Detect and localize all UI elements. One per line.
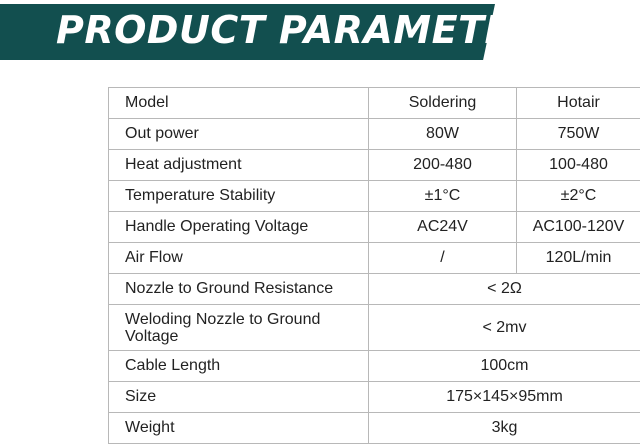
soldering-value: 200-480 bbox=[369, 150, 517, 181]
column-header-model: Model bbox=[109, 88, 369, 119]
page-title: PRODUCT PARAMETERS bbox=[56, 8, 569, 52]
table-row bbox=[109, 351, 640, 382]
column-header-hotair: Hotair bbox=[517, 88, 640, 119]
table-row bbox=[109, 243, 640, 274]
column-header-soldering: Soldering bbox=[369, 88, 517, 119]
table-row bbox=[109, 305, 640, 351]
row-label: Handle Operating Voltage bbox=[109, 212, 369, 243]
soldering-value: AC24V bbox=[369, 212, 517, 243]
table-header-row bbox=[109, 88, 640, 119]
table-row bbox=[109, 382, 640, 413]
merged-value: 100cm bbox=[369, 351, 640, 382]
soldering-value: 80W bbox=[369, 119, 517, 150]
hotair-value: 750W bbox=[517, 119, 640, 150]
row-label: Nozzle to Ground Resistance bbox=[109, 274, 369, 305]
merged-value: 175×145×95mm bbox=[369, 382, 640, 413]
row-label: Weloding Nozzle to Ground Voltage bbox=[109, 305, 369, 351]
merged-value: < 2mv bbox=[369, 305, 640, 351]
table-row bbox=[109, 119, 640, 150]
row-label: Out power bbox=[109, 119, 369, 150]
hotair-value: 120L/min bbox=[517, 243, 640, 274]
table-row bbox=[109, 181, 640, 212]
row-label: Cable Length bbox=[109, 351, 369, 382]
row-label: Temperature Stability bbox=[109, 181, 369, 212]
row-label: Heat adjustment bbox=[109, 150, 369, 181]
hotair-value: 100-480 bbox=[517, 150, 640, 181]
header-banner bbox=[0, 0, 640, 66]
table-row bbox=[109, 212, 640, 243]
hotair-value: ±2°C bbox=[517, 181, 640, 212]
table-row bbox=[109, 150, 640, 181]
merged-value: 3kg bbox=[369, 413, 640, 444]
hotair-value: AC100-120V bbox=[517, 212, 640, 243]
row-label: Weight bbox=[109, 413, 369, 444]
merged-value: < 2Ω bbox=[369, 274, 640, 305]
soldering-value: ±1°C bbox=[369, 181, 517, 212]
table-row bbox=[109, 274, 640, 305]
parameters-table bbox=[108, 87, 640, 444]
row-label: Size bbox=[109, 382, 369, 413]
table-row bbox=[109, 413, 640, 444]
row-label: Air Flow bbox=[109, 243, 369, 274]
soldering-value: / bbox=[369, 243, 517, 274]
